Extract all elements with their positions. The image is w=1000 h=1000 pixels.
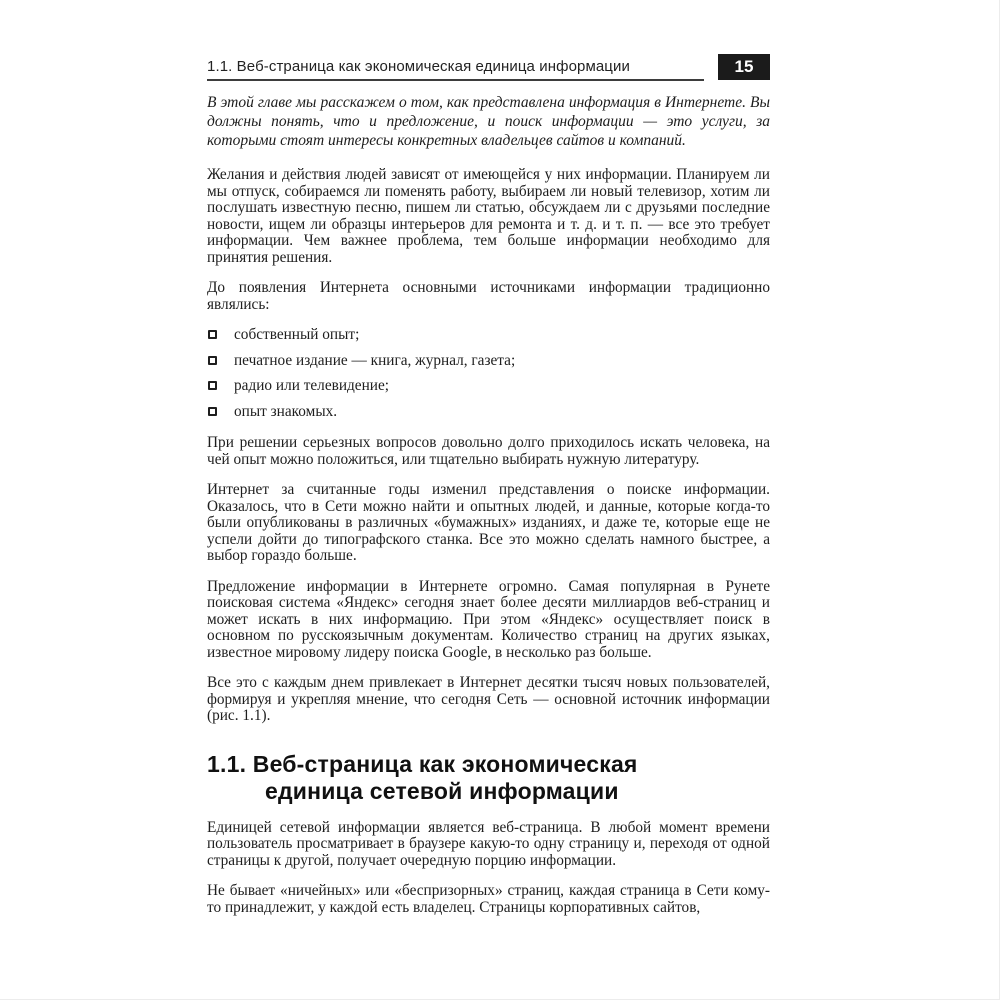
section-heading <box>207 751 770 805</box>
running-head-rule <box>207 54 704 81</box>
page-content <box>207 54 770 930</box>
section-heading-line1: 1.1. Веб-страница как экономическая <box>207 750 638 777</box>
square-bullet-icon <box>208 407 217 416</box>
chapter-intro-paragraph: В этой главе мы расскажем о том, как представлена информация в Интернете. Вы должны понять, что и предложение, и поиск информации — это услуги, за которыми стоят интересы конкретных владельцев сайтов и компаний. <box>207 94 770 149</box>
list-item-text: печатное издание — книга, журнал, газета; <box>234 351 516 369</box>
paragraph-page-owners: Не бывает «ничейных» или «беспризорных» страниц, каждая страница в Сети кому-то принадлежит, у каждой есть владелец. Страницы корпоративных сайтов, <box>207 882 770 916</box>
list-item <box>207 404 770 421</box>
list-item-text: собственный опыт; <box>234 326 360 343</box>
list-item-text: опыт знакомых. <box>234 402 338 420</box>
paragraph-web-page-unit: Единицей сетевой информации является веб-страница. В любой момент времени пользователь просматривает в браузере какую-то одну страницу и, переходя от одной страницы к другой, получает очередную порцию информации. <box>207 818 770 869</box>
list-item <box>207 353 770 370</box>
running-head: 1.1. Веб-страница как экономическая единица информации <box>207 58 630 75</box>
page-number: 15 <box>734 57 754 76</box>
page-header <box>207 54 770 81</box>
page-number-badge <box>718 54 770 80</box>
list-item <box>207 327 770 344</box>
section-heading-line2: единица сетевой информации <box>265 777 619 804</box>
list-item <box>207 378 770 395</box>
info-sources-list <box>207 327 770 420</box>
paragraph-desires-and-actions: Желания и действия людей зависят от имеющейся у них информации. Планируем ли мы отпуск, собираемся ли поменять работу, выбираем ли новый телевизор, хотим ли послушать известную песню, пишем ли статью, обсуждаем ли с друзьями последние новости, ищем ли образцы интерьеров для ремонта и т. д. и т. п. — все это требует информации. Чем важнее проблема, тем больше информации необходимо для принятия решения. <box>207 166 770 266</box>
square-bullet-icon <box>208 330 217 339</box>
list-item-text: радио или телевидение; <box>234 377 390 394</box>
paragraph-yandex-google: Предложение информации в Интернете огромно. Самая популярная в Рунете поисковая система «Яндекс» сегодня знает более десяти миллиардов веб-страниц и может искать в них информацию. При этом «Яндекс» осуществляет поиск в основном по русскоязычным документам. Количество страниц на других языках, известное мировому лидеру поиска Google, в несколько раз больше. <box>207 577 770 661</box>
paragraph-internet-changed-search: Интернет за считанные годы изменил представления о поиске информации. Оказалось, что в Сети можно найти и опытных людей, и данные, которые когда-то были опубликованы в различных «бумажных» изданиях, и даже те, которые еще не успели дойти до типографского станка. Все это можно сделать намного быстрее, а выбор гораздо больше. <box>207 481 770 564</box>
paragraph-serious-questions: При решении серьезных вопросов довольно долго приходилось искать человека, на чей опыт можно положиться, или тщательно выбирать нужную литературу. <box>207 434 770 468</box>
paragraph-new-users: Все это с каждым днем привлекает в Интернет десятки тысяч новых пользователей, формируя и укрепляя мнение, что сегодня Сеть — основной источник информации (рис. 1.1). <box>207 674 770 724</box>
square-bullet-icon <box>208 356 217 365</box>
square-bullet-icon <box>208 381 217 390</box>
paragraph-before-internet: До появления Интернета основными источниками информации традиционно являлись: <box>207 279 770 313</box>
